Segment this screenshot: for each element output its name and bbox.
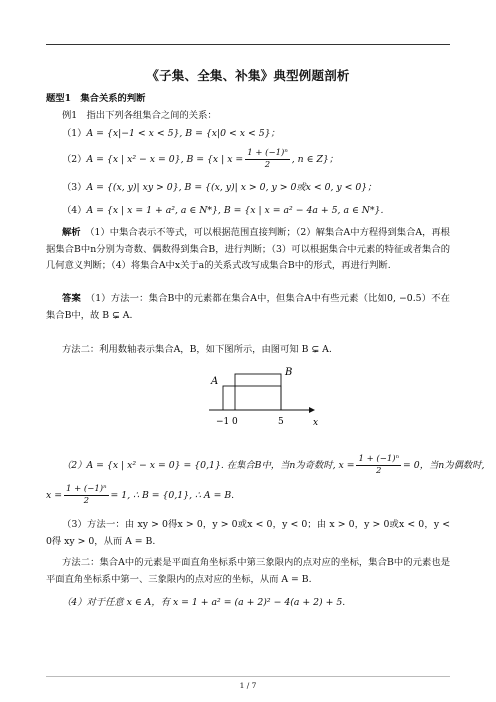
fraction (245, 148, 290, 171)
part-2-text-d: = 1, ∴ B = {0,1}, ∴ A = B. (110, 490, 235, 501)
item-3-expression: A = {(x, y)| xy > 0}, B = {(x, y)| x > 0, y > 0或x < 0, y < 0}； (86, 182, 377, 193)
item-4 (62, 204, 383, 217)
part-2-text-a: （2）A = {x | x² − x = 0} = {0,1}. 在集合B中，当n为奇数时, x = (62, 460, 355, 471)
item-index: （1） (62, 128, 87, 139)
part-2-text-c: x = (46, 490, 62, 501)
item-index: （2） (62, 154, 87, 165)
fraction-numerator: 1 + (−1)ⁿ (247, 148, 288, 158)
page-title: 《子集、全集、补集》典型例题剖析 (146, 68, 350, 83)
tick-five: 5 (278, 417, 284, 427)
section-heading: 题型1 集合关系的判断 (46, 93, 146, 104)
analysis-text: （1）中集合表示不等式，可以根据范围直接判断；（2）解集合A中方程得到集合A，再根据集合B中n分别为奇数、偶数得到集合B，进行判断；（3）可以根据集合中元素的特征或者集合的几何意义判断；（4）将集合A中x关于a的关系式改写成集合B中的形式，再进行判断. (46, 227, 450, 271)
answer-part-4 (62, 596, 345, 609)
label-b: B (285, 367, 293, 378)
tick-zero: 0 (232, 417, 238, 427)
example-prompt: 例1 指出下列各组集合之间的关系： (62, 110, 217, 121)
label-a: A (211, 376, 219, 387)
answer-method-2: 方法二：利用数轴表示集合A，B，如下图所示，由图可知 B ⊊ A. (62, 344, 332, 355)
item-2-expression-a: A = {x | x² − x = 0}, B = {x | x = (86, 154, 244, 165)
item-4-expression: A = {x | x = 1 + a², a ∈ N*}, B = {x | x = a² − 4a + 5, a ∈ N*}. (86, 205, 384, 216)
answer-part-2-line-1 (62, 454, 484, 477)
fraction-numerator: 1 + (−1)ⁿ (358, 454, 400, 464)
set-a-box (223, 386, 281, 410)
answer-part-3-method-1: （3）方法一：由 xy > 0得x > 0，y > 0或x < 0，y < 0；由 x > 0，y > 0或x < 0，y < 0得 xy > 0，从而 A = B. (46, 519, 450, 547)
analysis-paragraph (46, 225, 450, 275)
answer-part-2-line-2 (46, 484, 234, 507)
set-b-box (235, 374, 281, 410)
header-rule (46, 44, 450, 45)
part-2-text-b: = 0，当n为偶数时, (403, 460, 485, 471)
answer-part-3-method-2: 方法二：集合A中的元素是平面直角坐标系中第三象限内的点对应的坐标，集合B中的元素也是平面直角坐标系中第一、三象限内的点对应的坐标，从而 A = B. (46, 557, 450, 585)
axis-arrow-icon (309, 407, 315, 413)
item-3 (62, 181, 377, 194)
item-2-expression-b: , n ∈ Z}； (291, 154, 339, 165)
page-number: 1 / 7 (239, 681, 257, 690)
axis-label-x: x (313, 418, 319, 428)
analysis-label: 解析 (62, 227, 81, 238)
fraction-denominator: 2 (376, 466, 382, 476)
item-index: （4） (62, 205, 87, 216)
part-4-text: （4）对于任意 x ∈ A，有 x = 1 + a² = (a + 2)² − 4(a + 2) + 5. (62, 597, 346, 608)
answer-method-1-text: （1）方法一：集合B中的元素都在集合A中，但集合A中有些元素（比如0, −0.5）不在集合B中，故 B ⊊ A. (46, 293, 450, 321)
answer-label: 答案 (62, 293, 81, 304)
item-2 (62, 148, 338, 171)
footer-rule (46, 676, 450, 677)
number-line-figure (205, 366, 325, 434)
fraction (356, 454, 401, 477)
fraction-denominator: 2 (83, 496, 89, 506)
item-1-expression: A = {x|−1 < x < 5}, B = {x|0 < x < 5}； (86, 128, 280, 139)
item-1 (62, 127, 280, 140)
fraction-denominator: 2 (264, 160, 271, 170)
fraction-numerator: 1 + (−1)ⁿ (66, 484, 107, 494)
item-index: （3） (62, 182, 87, 193)
answer-method-1 (46, 291, 450, 324)
tick-minus-one: −1 (216, 417, 230, 427)
fraction (64, 484, 109, 507)
